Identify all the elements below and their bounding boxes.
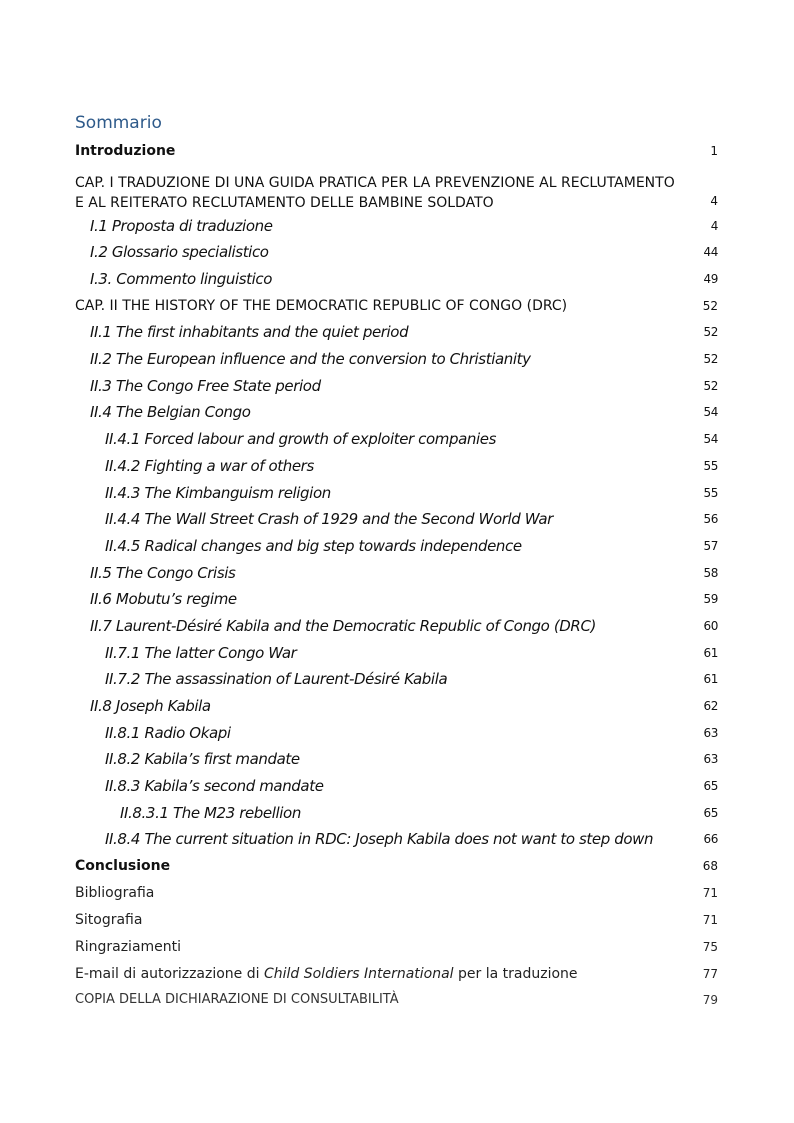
toc-entry-label: Sitografia [75, 911, 143, 928]
toc-entry-page: 61 [703, 645, 718, 660]
toc-entry-label: CAP. II THE HISTORY OF THE DEMOCRATIC REPUBLIC OF CONGO (DRC) [75, 297, 568, 314]
toc-entry-page: 65 [703, 805, 718, 820]
toc-entry[interactable] [75, 400, 718, 427]
toc-entry[interactable] [75, 907, 718, 934]
email-entry-prefix: E-mail di autorizzazione di [75, 965, 264, 982]
toc-entry-page: 54 [703, 405, 718, 420]
toc-entry[interactable] [75, 720, 718, 747]
toc-entry-label: Introduzione [75, 142, 176, 159]
toc-entry-page: 52 [703, 378, 718, 393]
toc-entry-label: II.8.3 Kabila’s second mandate [105, 777, 324, 796]
toc-entry-label [75, 961, 578, 988]
toc-entry-page: 61 [703, 672, 718, 687]
toc-entry-page: 44 [703, 245, 718, 260]
toc-entry-page: 75 [702, 939, 718, 954]
toc-entry[interactable] [75, 480, 718, 507]
toc-entry[interactable] [75, 934, 718, 961]
toc-entry[interactable] [75, 266, 718, 293]
toc-entry-label: II.4.2 Fighting a war of others [105, 456, 314, 475]
toc-entry-label: Bibliografia [75, 884, 155, 901]
toc-entry[interactable] [75, 533, 718, 560]
toc-entry-label: II.8.1 Radio Okapi [105, 723, 231, 742]
toc-entry-label: II.4.1 Forced labour and growth of exploiter companies [105, 430, 497, 449]
toc-entry-page: 58 [703, 565, 718, 580]
toc-entry[interactable] [75, 640, 718, 667]
toc-entry-label: II.6 Mobutu’s regime [90, 590, 237, 609]
toc-entry-label: I.2 Glossario specialistico [90, 243, 269, 262]
toc-entry[interactable] [75, 800, 718, 827]
toc-entry-page: 52 [703, 352, 718, 367]
toc-entry[interactable] [75, 666, 718, 693]
toc-entry-page: 63 [703, 725, 718, 740]
toc-entry[interactable] [75, 853, 718, 880]
toc-entry-label: II.4.4 The Wall Street Crash of 1929 and the Second World War [105, 510, 553, 529]
toc-entry-label: II.8 Joseph Kabila [90, 697, 211, 716]
toc-entry[interactable] [75, 827, 718, 854]
toc-entry-label: II.8.2 Kabila’s first mandate [105, 750, 300, 769]
toc-entry-label: Conclusione [75, 858, 171, 875]
toc-entry-page: 66 [703, 832, 718, 847]
toc-entry-label: II.3 The Congo Free State period [90, 376, 321, 395]
toc-entry[interactable] [75, 880, 718, 907]
toc-entry[interactable] [75, 426, 718, 453]
toc-entry[interactable] [75, 293, 718, 320]
toc-entry[interactable] [75, 773, 718, 800]
toc-entry[interactable] [75, 165, 718, 213]
toc-entry[interactable] [75, 373, 718, 400]
toc-entry-label: II.7.1 The latter Congo War [105, 643, 297, 662]
toc-entry-page: 71 [702, 885, 718, 900]
toc-entry[interactable] [75, 213, 718, 240]
toc-entry-page: 49 [703, 272, 718, 287]
table-of-contents [75, 138, 718, 1014]
toc-entry-label: CAP. I TRADUZIONE DI UNA GUIDA PRATICA PER LA PREVENZIONE AL RECLUTAMENTO E AL REITERATO RECLUTAMENTO DELLE BAMBINE SOLDATO [75, 174, 675, 211]
toc-entry-label: II.4 The Belgian Congo [90, 403, 251, 422]
toc-entry-label: II.8.3.1 The M23 rebellion [120, 803, 301, 822]
toc-entry-page: 52 [703, 325, 718, 340]
toc-entry-page: 79 [702, 993, 718, 1008]
toc-entry-label: I.3. Commento linguistico [90, 270, 273, 289]
toc-entry-page: 68 [702, 859, 718, 874]
toc-entry-page: 77 [702, 966, 718, 981]
toc-entry-page: 59 [703, 592, 718, 607]
toc-entry-page: 57 [703, 538, 718, 553]
toc-entry[interactable] [75, 560, 718, 587]
toc-entry-label: II.4.5 Radical changes and big step towards independence [105, 536, 522, 555]
toc-entry[interactable] [75, 138, 718, 165]
toc-entry-page: 63 [703, 752, 718, 767]
toc-entry-page: 52 [702, 298, 718, 313]
email-entry-suffix: per la traduzione [453, 965, 578, 982]
toc-entry[interactable] [75, 346, 718, 373]
toc-entry[interactable] [75, 239, 718, 266]
toc-entry-page: 55 [703, 458, 718, 473]
toc-entry-label: II.7.2 The assassination of Laurent-Désiré Kabila [105, 670, 448, 689]
toc-entry-label: COPIA DELLA DICHIARAZIONE DI CONSULTABILITÀ [75, 992, 399, 1008]
toc-entry-label: II.7 Laurent-Désiré Kabila and the Democratic Republic of Congo (DRC) [90, 616, 596, 635]
toc-entry-label: II.8.4 The current situation in RDC: Joseph Kabila does not want to step down [105, 830, 654, 849]
toc-entry[interactable] [75, 613, 718, 640]
toc-entry-label: II.2 The European influence and the conversion to Christianity [90, 350, 531, 369]
toc-entry-page: 56 [703, 512, 718, 527]
toc-entry[interactable] [75, 506, 718, 533]
toc-entry[interactable] [75, 961, 718, 988]
toc-entry[interactable] [75, 319, 718, 346]
toc-entry-label: II.5 The Congo Crisis [90, 563, 236, 582]
toc-entry-page: 62 [703, 699, 718, 714]
toc-entry-page: 65 [703, 779, 718, 794]
toc-entry-label: II.4.3 The Kimbanguism religion [105, 483, 331, 502]
toc-entry-page: 4 [710, 218, 718, 233]
toc-entry[interactable] [75, 987, 718, 1014]
toc-entry[interactable] [75, 746, 718, 773]
toc-entry-page: 4 [710, 193, 718, 208]
toc-title: Sommario [75, 113, 162, 133]
toc-entry-label: II.1 The first inhabitants and the quiet period [90, 323, 409, 342]
toc-entry[interactable] [75, 693, 718, 720]
toc-entry-page: 71 [702, 912, 718, 927]
toc-entry[interactable] [75, 453, 718, 480]
toc-entry-label: I.1 Proposta di traduzione [90, 216, 273, 235]
toc-entry[interactable] [75, 586, 718, 613]
toc-entry-label: Ringraziamenti [75, 938, 182, 955]
toc-entry-page: 55 [703, 485, 718, 500]
toc-entry-page: 60 [703, 618, 718, 633]
toc-entry-page: 1 [710, 143, 718, 158]
toc-entry-page: 54 [703, 432, 718, 447]
email-entry-org: Child Soldiers International [263, 965, 454, 982]
